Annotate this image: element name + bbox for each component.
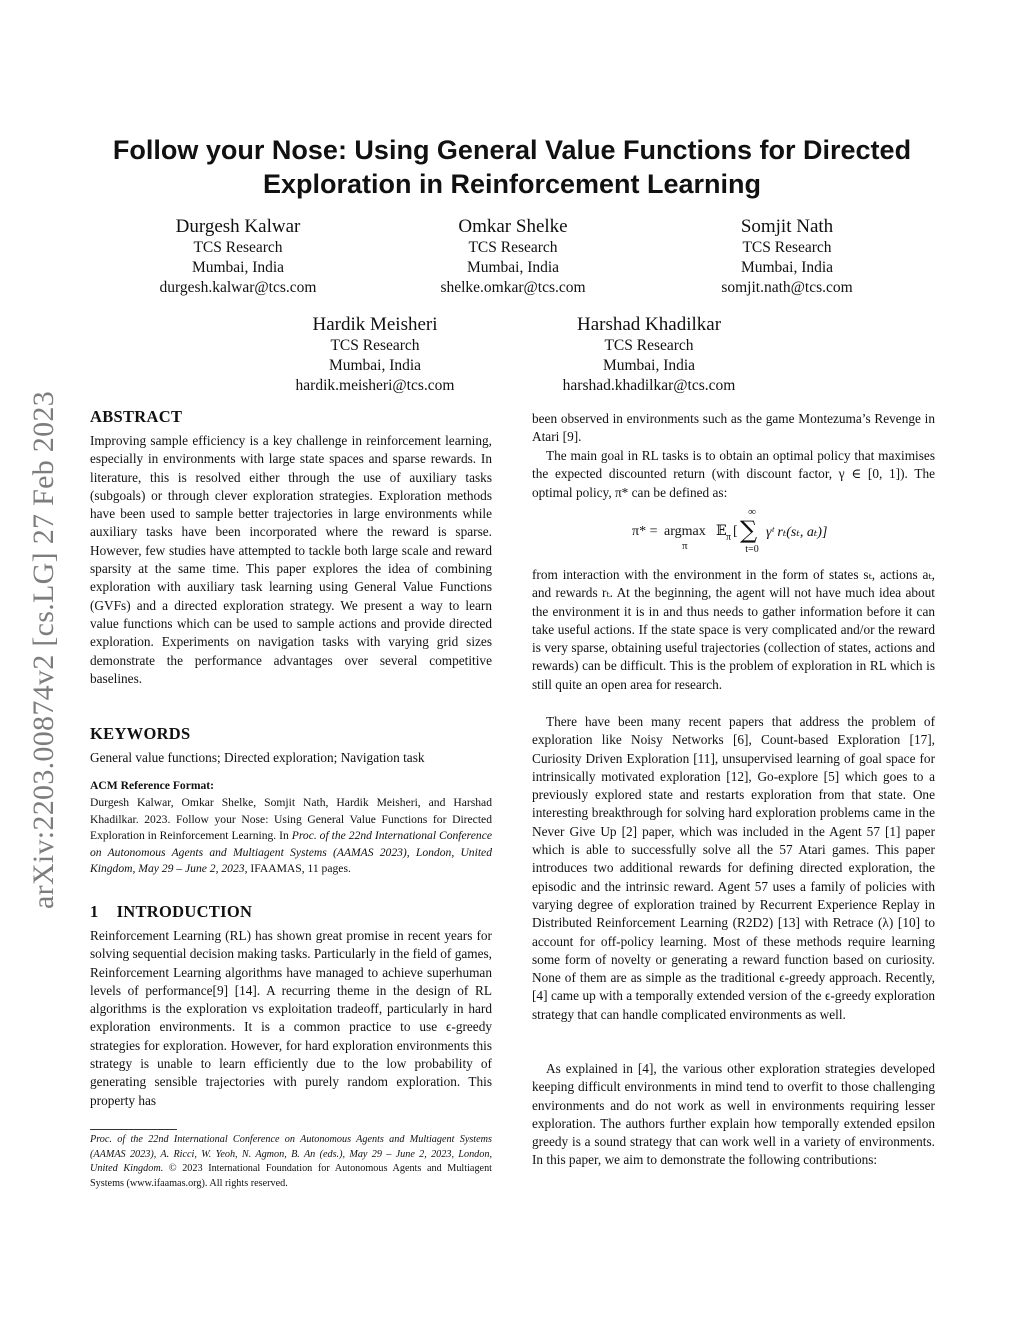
author-location: Mumbai, India	[328, 357, 422, 374]
abstract-text: Improving sample efficiency is a key challenge in reinforcement learning, especially in environments with large state spaces and sparse rewards. In literature, this is resolved either through the use of auxiliary tasks (subgoals) or through clever exploration strategies. Exploration methods have been used to sample better trajectories in large environments while auxiliary tasks have been incorporated where the reward is sparse. However, few studies have attempted to tackle both large scale and reward sparsity at the same time. This paper explores the idea of combining exploration with auxiliary task learning using General Value Functions (GVFs) and a directed exploration strategy. We present a way to learn value functions which can be used to sample actions and provide directed exploration. Experiments on navigation tasks with varying grid sizes demonstrate the performance advantages over several competitive baselines.	[90, 433, 492, 686]
eq-body: γᵗ rₜ(sₜ, aₜ)]	[766, 525, 828, 540]
author-email: somjit.nath@tcs.com	[721, 279, 853, 296]
abstract-heading: ABSTRACT	[90, 407, 183, 426]
eq-lhs: π* =	[632, 524, 658, 539]
eq-expectation: 𝔼	[716, 523, 727, 539]
author-email: harshad.khadilkar@tcs.com	[562, 377, 736, 394]
author-name: Omkar Shelke	[458, 216, 568, 237]
author-affiliation: TCS Research	[468, 239, 558, 256]
author-block	[383, 216, 643, 298]
keywords-heading: KEYWORDS	[90, 724, 191, 743]
optimal-policy-equation	[632, 504, 852, 562]
author-name: Hardik Meisheri	[312, 314, 438, 335]
author-location: Mumbai, India	[191, 259, 285, 276]
author-affiliation: TCS Research	[193, 239, 283, 256]
author-affiliation: TCS Research	[330, 337, 420, 354]
author-email: durgesh.kalwar@tcs.com	[159, 279, 317, 296]
author-email: shelke.omkar@tcs.com	[440, 279, 586, 296]
intro-text: Reinforcement Learning (RL) has shown great promise in recent years for solving sequential decision making tasks. Particularly in the field of games, Reinforcement Learning algorithms have managed to achieve superhuman levels of performance[9] [14]. A recurring theme in the design of RL algorithms is the exploration vs exploitation tradeoff, particularly in hard exploration environments. It is a common practice to use ϵ-greedy strategies for exploration. However, for hard exploration environments this strategy is unable to learn efficiently due to the low probability of generating sensible trajectories with purely random exploration. This property has	[90, 928, 492, 1108]
paragraph-related-work: There have been many recent papers that address the problem of exploration like Noisy Networks [6], Count-based Exploration [17], Curiosity Driven Exploration [11], unsupervised learning of goal space for intrinsically motivated exploration [12], Go-explore [5] which goes to a previously explored state and restarts exploration from that state. One interesting breakthrough for solving hard exploration problems came in the Never Give Up [2] paper, which was included in the Agent 57 [1] paper which is able to successfully solve all the 57 Atari games. This paper introduces two additional rewards for defining directed exploration, the episodic and the intrinsic reward. Agent 57 uses a family of policies with varying degree of exploration trained by Recurrent Experience Replay in Distributed Reinforcement Learning (R2D2) [13] with Retrace (λ) [10] to account for off-policy learning. Most of these methods require learning some form of novelty or generating a reward function based on curiosity. None of them are as simple as the traditional ϵ-greedy approach. Recently, [4] came up with a temporally extended version of the ϵ-greedy exploration strategy that can handle complicated environments as well.	[532, 714, 935, 1022]
intro-number: 1	[90, 902, 99, 921]
paper-title	[90, 133, 934, 201]
acm-text-italic: Proc. of the 22nd International Conference on Autonomous Agents and Multiagent Systems (AAMAS 2023), London, United Kingdom, May 29 – June 2, 2023	[90, 829, 492, 876]
footnote-italic: Proc. of the 22nd International Conference on Autonomous Agents and Multiagent Systems (AAMAS 2023), A. Ricci, W. Yeoh, N. Agmon, B. An (eds.), May 29 – June 2, 2023, London, United Kingdom.	[90, 1134, 492, 1174]
acm-reference	[90, 795, 492, 878]
paragraph-goal: The main goal in RL tasks is to obtain an optimal policy that maximises the expected discounted return (with discount factor, γ ∈ [0, 1]). The optimal policy, π* can be defined as:	[532, 448, 935, 500]
arxiv-id: arXiv:2203.00874v2 [cs.LG] 27 Feb 2023	[27, 390, 60, 910]
author-affiliation: TCS Research	[604, 337, 694, 354]
author-block	[245, 314, 505, 396]
paragraph-continued: been observed in environments such as the game Montezuma’s Revenge in Atari [9].	[532, 411, 935, 445]
eq-argmax-sub: π	[682, 540, 688, 552]
acm-text-end: , IFAAMAS, 11 pages.	[244, 862, 351, 876]
author-email: hardik.meisheri@tcs.com	[295, 377, 455, 394]
acm-text-plain: Durgesh Kalwar, Omkar Shelke, Somjit Nath, Hardik Meisheri, and Harshad Khadilkar. 2023. Follow your Nose: Using General Value Functions for Directed Exploration in Reinforcement Learning. In	[90, 796, 492, 843]
author-location: Mumbai, India	[740, 259, 834, 276]
footnote-plain: © 2023 International Foundation for Autonomous Agents and Multiagent Systems (www.ifaamas.org). All rights reserved.	[90, 1163, 492, 1189]
author-block	[519, 314, 779, 396]
eq-sum-upper: ∞	[748, 506, 756, 518]
author-name: Somjit Nath	[740, 216, 834, 237]
author-affiliation: TCS Research	[742, 239, 832, 256]
footnote	[90, 1133, 492, 1191]
author-name: Harshad Khadilkar	[576, 314, 722, 335]
author-name: Durgesh Kalwar	[175, 216, 301, 237]
title-line-1: Follow your Nose: Using General Value Functions for Directed	[112, 135, 912, 165]
footnote-rule	[90, 1129, 177, 1130]
eq-expectation-sub: π	[726, 532, 732, 543]
arxiv-stamp	[22, 352, 66, 948]
intro-heading	[90, 902, 252, 922]
paragraph-contributions: As explained in [4], the various other exploration strategies developed keeping difficult environments in mind tend to overfit to those challenging environments and do not work as well in environments requiring lesser exploration. The authors further explain how temporally extended epsilon greedy is a sound strategy that can work well in a variety of environments. In this paper, we aim to demonstrate the following contributions:	[532, 1061, 935, 1168]
author-location: Mumbai, India	[602, 357, 696, 374]
intro-title: INTRODUCTION	[116, 902, 253, 921]
eq-sum-sign: ∑	[740, 516, 758, 544]
author-block	[657, 216, 917, 298]
keywords-text: General value functions; Directed exploration; Navigation task	[90, 750, 425, 765]
title-line-2: Exploration in Reinforcement Learning	[262, 169, 762, 199]
acm-heading: ACM Reference Format:	[90, 779, 215, 792]
eq-sum-lower: t=0	[745, 544, 759, 555]
author-block	[108, 216, 368, 298]
paragraph-interaction: from interaction with the environment in the form of states sₜ, actions aₜ, and rewards rₜ. At the beginning, the agent will not have much idea about the environment it is in and thus needs to gather information before it can take useful actions. If the state space is very complicated and/or the reward is very sparse, obtaining useful trajectories (collection of states, actions and rewards) can be difficult. This is the problem of exploration in RL which is still quite an open area for research.	[532, 567, 935, 692]
eq-argmax: argmax	[664, 524, 706, 539]
author-location: Mumbai, India	[466, 259, 560, 276]
eq-bracket-open: [	[733, 524, 738, 539]
